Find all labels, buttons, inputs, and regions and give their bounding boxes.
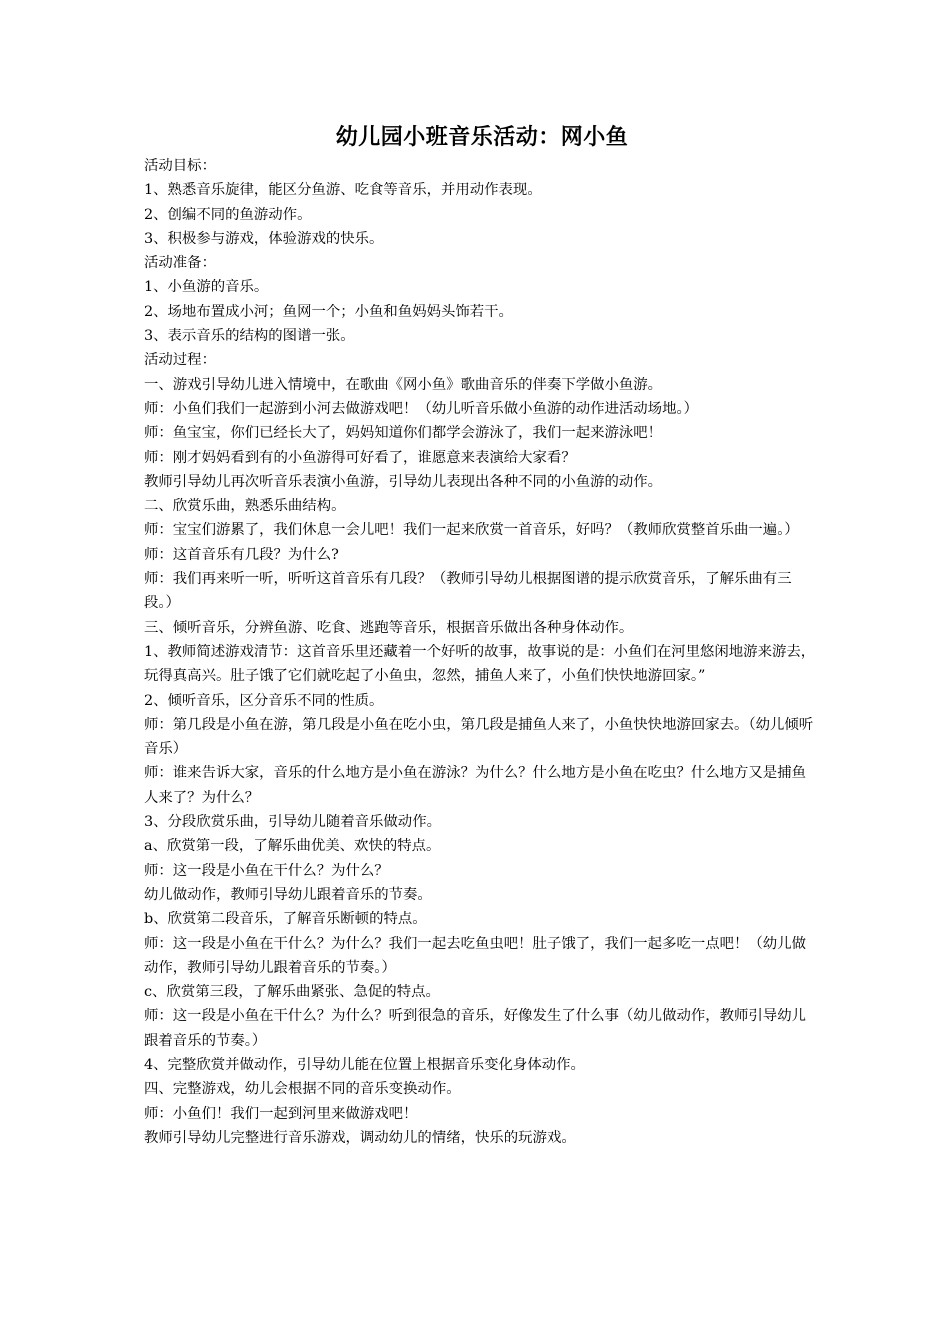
paragraph: 活动过程： — [144, 352, 216, 369]
paragraph: 二、欣赏乐曲，熟悉乐曲结构。 — [144, 498, 346, 515]
paragraph: 1、小鱼游的音乐。 — [144, 279, 269, 296]
paragraph: 师：宝宝们游累了，我们休息一会儿吧！我们一起来欣赏一首音乐，好吗？（教师欣赏整首乐曲一遍。） — [144, 522, 799, 539]
paragraph: 师：小鱼们我们一起游到小河去做游戏吧！（幼儿听音乐做小鱼游的动作进活动场地。） — [144, 400, 699, 417]
document-body — [144, 120, 820, 1150]
paragraph: 活动准备： — [144, 255, 216, 272]
document-paragraphs — [144, 154, 820, 1150]
paragraph: 师：刚才妈妈看到有的小鱼游得可好看了，谁愿意来表演给大家看？ — [144, 449, 576, 466]
paragraph: b、欣赏第二段音乐，了解音乐断顿的特点。 — [144, 911, 427, 928]
paragraph: 师：这首音乐有几段？为什么? — [144, 546, 339, 563]
paragraph: 2、倾听音乐，区分音乐不同的性质。 — [144, 692, 384, 709]
paragraph: 3、积极参与游戏，体验游戏的快乐。 — [144, 230, 384, 247]
paragraph: 师：谁来告诉大家，音乐的什么地方是小鱼在游泳？为什么？什么地方是小鱼在吃虫？什么地方又是捕鱼人来了？为什么？ — [144, 765, 806, 806]
paragraph: 师：第几段是小鱼在游，第几段是小鱼在吃小虫，第几段是捕鱼人来了，小鱼快快地游回家去。（幼儿倾听音乐） — [144, 716, 814, 758]
paragraph: a、欣赏第一段，了解乐曲优美、欢快的特点。 — [144, 838, 441, 855]
paragraph: 一、游戏引导幼儿进入情境中，在歌曲《网小鱼》歌曲音乐的伴奏下学做小鱼游。 — [144, 376, 663, 393]
paragraph: 师：这一段是小鱼在干什么？为什么？ — [144, 862, 389, 879]
paragraph: 1、熟悉音乐旋律，能区分鱼游、吃食等音乐，并用动作表现。 — [144, 182, 542, 199]
paragraph: c、欣赏第三段，了解乐曲紧张、急促的特点。 — [144, 984, 440, 1001]
paragraph: 三、倾听音乐，分辨鱼游、吃食、逃跑等音乐，根据音乐做出各种身体动作。 — [144, 619, 634, 636]
document-title: 幼儿园小班音乐活动：网小鱼 — [335, 124, 629, 150]
paragraph: 教师引导幼儿再次听音乐表演小鱼游，引导幼儿表现出各种不同的小鱼游的动作。 — [144, 473, 663, 490]
paragraph: 师：我们再来听一听，听听这首音乐有几段？（教师引导幼儿根据图谱的提示欣赏音乐，了解乐曲有三段。） — [144, 571, 792, 612]
paragraph: 师：这一段是小鱼在干什么？为什么？听到很急的音乐，好像发生了什么事（幼儿做动作，教师引导幼儿跟着音乐的节奏。） — [144, 1008, 806, 1049]
paragraph: 幼儿做动作，教师引导幼儿跟着音乐的节奏。 — [144, 886, 432, 903]
paragraph: 2、场地布置成小河；鱼网一个；小鱼和鱼妈妈头饰若干。 — [144, 303, 513, 320]
paragraph: 4、完整欣赏并做动作，引导幼儿能在位置上根据音乐变化身体动作。 — [144, 1056, 585, 1073]
paragraph: 师：这一段是小鱼在干什么？为什么？我们一起去吃鱼虫吧！肚子饿了，我们一起多吃一点吧！（幼儿做动作，教师引导幼儿跟着音乐的节奏。） — [144, 935, 806, 976]
paragraph: 活动目标： — [144, 158, 216, 174]
paragraph: 四、完整游戏，幼儿会根据不同的音乐变换动作。 — [144, 1081, 461, 1098]
paragraph: 1、教师简述游戏清节：这首音乐里还藏着一个好听的故事，故事说的是：小鱼们在河里悠闲地游来游去，玩得真高兴。肚子饿了它们就吃起了小鱼虫，忽然，捕鱼人来了，小鱼们快快地游回家。” — [144, 643, 816, 685]
paragraph: 3、表示音乐的结构的图谱一张。 — [144, 328, 355, 345]
paragraph: 教师引导幼儿完整进行音乐游戏，调动幼儿的情绪，快乐的玩游戏。 — [144, 1129, 576, 1146]
paragraph: 2、创编不同的鱼游动作。 — [144, 206, 312, 223]
paragraph: 3、分段欣赏乐曲，引导幼儿随着音乐做动作。 — [144, 814, 441, 831]
paragraph: 师：小鱼们！我们一起到河里来做游戏吧！ — [144, 1105, 418, 1122]
paragraph: 师：鱼宝宝，你们已经长大了，妈妈知道你们都学会游泳了，我们一起来游泳吧！ — [144, 425, 663, 442]
